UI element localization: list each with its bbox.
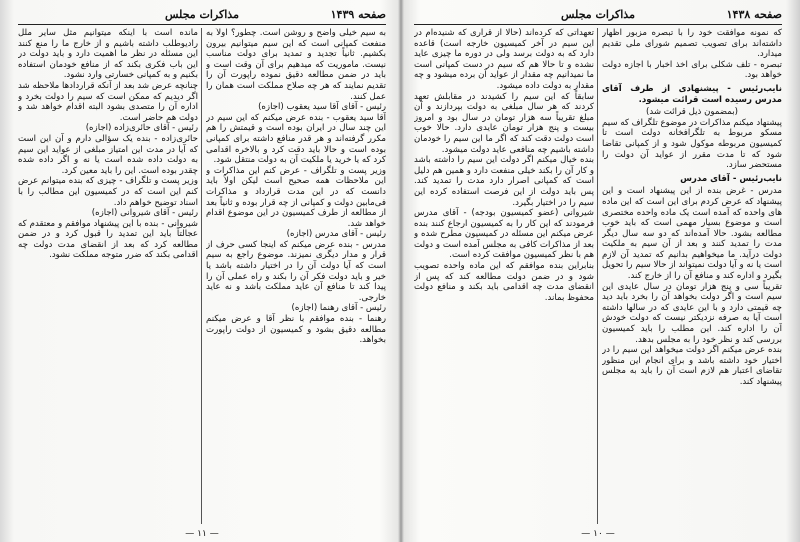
paragraph: رئیس - آقای آقا سید یعقوب (اجازه): [258, 102, 386, 113]
paragraph: تعهداتی که کرده‌اند (حالا از قراری که شنیده‌ام در این سیم در آخر کمیسیون خارجه است) قاعده دارد که به دولت برسد ولی در دوره ما چیزی عاید نشده و تا حالا هم که سیم در دست کمپانی است ما نمیدانیم چه مقدار از عواید آن برده میشود و چه مقدار به دولت داده میشود.: [414, 28, 594, 91]
left-page-header: [18, 6, 386, 22]
right-page: [404, 0, 792, 542]
right-page-number: صفحه ۱۴۳۸: [726, 7, 782, 21]
left-page-column-1: [206, 28, 386, 524]
paragraph: تبصره - تلف شکلی برای اخذ اخبار با اجازه دولت خواهد بود.: [602, 59, 782, 81]
left-page-number: صفحه ۱۴۳۹: [330, 7, 386, 21]
paragraph: چنانچه عرض شد بعد از آنکه قراردادها ملاحظه شد اگر دیدیم که ممکن است که سیم را دولت بخرد و اداره آن را متصدی بشود البته اقدام خواهد شد و دولت هم حاضر است.: [18, 80, 198, 123]
right-page-footer: — ۱۰ —: [581, 529, 615, 539]
right-page-column-2: [414, 28, 594, 524]
paragraph: رئیس - آقای شیروانی (اجازه): [91, 208, 198, 219]
paragraph: رئیس - آقای مدرس (اجازه): [286, 229, 386, 240]
right-column-divider: [597, 28, 598, 524]
left-page: [8, 0, 396, 542]
left-page-footer: — ۱۱ —: [185, 529, 219, 539]
right-header-rule: [414, 24, 782, 25]
paragraph: که نمونه موافقت خود را با تبصره مزبور اظهار داشته‌اند برای تصویب تصمیم شورای ملی تقدیم میدارد.: [602, 28, 782, 60]
paragraph: مدرس - غرض بنده از این پیشنهاد است و این پیشنهاد که عرض کردم برای این است که این ماده های واحده که آمده است یک ماده واحده مختصری است و موضوع بسیار مهمی است که باید خوب مطالعه بشود. حالا آمده‌اند که دو سه سال دیگر مدت را تمدید کنند و بعد از آن سیم به ملکیت دولت درآید. ما میخواهیم بدانیم که تمدید آن لازم است یا نه و آیا دولت نمیتواند از حالا سیم را تحویل بگیرد و اداره کند و منافع آن را از خارج کند.: [602, 186, 782, 282]
paragraph: رئیس - آقای رهنما (اجازه): [291, 303, 386, 314]
right-page-title: مذاکرات مجلس: [561, 7, 635, 21]
paragraph: به سیم خیلی واضح و روشن است. چطور؟ اولاً به منفعت کمپانی است که این سیم میتوانیم بیرون بکشیم. ثانیاً تجدید و تمدید برای دولت مناسب نیست. ماموریت که میدهیم برای آن وقت است و باید در ضمن مطالعه دقیق نموده راپورت آن را تقدیم نمایند که هر چه صلاح مملکت است همان را عمل کنند.: [206, 28, 386, 102]
speaker-heading: نایب‌رئیس - پیشنهادی از طرف آقای مدرس رسیده است قرائت میشود.: [602, 83, 782, 105]
left-column-divider: [201, 28, 202, 524]
left-page-column-2: [18, 28, 198, 524]
paragraph: (بمضمون ذیل قرائت شد): [646, 107, 738, 118]
paragraph: آقا سید یعقوب - بنده عرض میکنم که این سیم در این چند سال در ایران بوده است و قیمتش را هم مکرر گرفته‌اند و هر قدر منافع داشته برای کمپانی بوده است و حالا باید دقت کرد و بالاخره اقدامی کرد که یا خرید یا ملکیت آن به دولت منتقل شود.: [206, 112, 386, 166]
left-columns: [18, 28, 386, 524]
paragraph: مدرس - بنده عرض میکنم که اینجا کسی حرف از قرار و مدار دیگری نمیزند. موضوع راجع به سیم است که آیا دولت آن را در اختیار داشته باشد یا خیر و باید دولت فکر آن را بکند و راه عملی آن را پیدا کند تا منافع آن عاید مملکت باشد و نه عاید خارجی.: [206, 239, 386, 303]
paragraph: شیروانی - بنده با این پیشنهاد موافقم و معتقدم که عجالتاً باید این تمدید را قبول کرد و در ضمن مطالعه کرد که بعد از انقضای مدت دولت چه اقدامی بکند که ضرر متوجه مملکت نشود.: [18, 218, 198, 261]
left-page-title: مذاکرات مجلس: [165, 7, 239, 21]
paragraph: وزیر پست و تلگراف - عرض کنم این مذاکرات و این ملاحظات همه صحیح است لیکن اولاً باید دانست که در این مدت قرارداد و مذاکرات فی‌مابین دولت و کمپانی از چه قرار بوده و ثانیاً بعد از مطالعه از طرف کمیسیون در این موضوع اقدام خواهد شد.: [206, 165, 386, 229]
paragraph: بنده عرض میکنم اگر دولت میخواهد این سیم را در اختیار خود داشته باشد و برای انجام این منظور تقاضای اعتبار هم لازم است آن را باید به مجلس پیشنهاد کند.: [602, 345, 782, 387]
paragraph: رهنما - بنده موافقم با نظر آقا و عرض میکنم مطالعه دقیق بشود و کمیسیون از دولت راپورت بخواهد.: [206, 314, 386, 346]
speaker-heading: نایب‌رئیس - آقای مدرس: [680, 173, 782, 184]
right-page-column-1: [602, 28, 782, 524]
paragraph: شیروانی (عضو کمیسیون بودجه) - آقای مدرس فرمودند که این کار را به کمیسیون ارجاع کنند بنده عرض میکنم این مسئله در کمیسیون مطرح شده و بعد از مذاکرات کافی به مجلس آمده است و دولت هم با نظر کمیسیون موافقت کرده است.: [414, 208, 594, 261]
paragraph: بنده خیال میکنم اگر دولت این سیم را داشته باشد و کار آن را بکند خیلی منفعت دارد و همین هم دلیل است که کمپانی اصرار دارد مدت را تمدید کند. پس باید دولت از این فرصت استفاده کرده این سیم را در اختیار بگیرد.: [414, 155, 594, 208]
right-page-header: [414, 6, 782, 22]
paragraph: بنابراین بنده موافقم که این ماده واحده تصویب شود و در ضمن دولت مطالعه کند که پس از انقضای مدت چه اقدامی باید بکند و منافع دولت محفوظ بماند.: [414, 261, 594, 303]
paragraph: وزیر پست و تلگراف - چیزی که بنده میتوانم عرض کنم این است که در کمیسیون این مطالب را با اسناد توضیح خواهم داد.: [18, 176, 198, 208]
paragraph: پیشنهاد میکنم مذاکرات در موضوع تلگراف که سیم مسکو مربوط به تلگرافخانه دولت است تا کمیسیون مربوطه موکول شود و از کمپانی تقاضا شود که تا مدت مقرر از عواید آن دولت را مستحضر سازد.: [602, 117, 782, 171]
paragraph: سابقاً که این سیم را کشیدند در مقابلش تعهد کردند که هر سال مبلغی به دولت بپردازند و آن مبلغ تقریباً سه هزار تومان در سال بود و امروز بیست و پنج هزار تومان عایدی دارد. حالا خوب است دولت دقت کند که اگر ما این سیم را خودمان داشته باشیم چه منافعی عاید دولت میشود.: [414, 91, 594, 155]
left-header-rule: [18, 24, 386, 25]
paragraph: مانده است با اینکه میتوانیم مثل سایر ملل رادیوطلب داشته باشیم و از خارج ما را منع کنند این مسئله در نظر ما اهمیت دارد و باید دولت در این باب فکری بکند که از منافع خودمان استفاده بکنیم و به کمپانی خسارتی وارد نشود.: [18, 28, 198, 81]
paragraph: رئیس - آقای حائری‌زاده (اجازه): [85, 123, 198, 134]
right-columns: [414, 28, 782, 524]
paragraph: حائری‌زاده - بنده یک سؤالی دارم و آن این است که آیا در مدت این امتیاز مبلغی از عواید این سیم به دولت داده شده است یا نه و اگر داده شده چقدر بوده است. این را باید معین کرد.: [18, 133, 198, 176]
paragraph: تقریباً سی و پنج هزار تومان در سال عایدی این سیم است و اگر دولت بخواهد آن را بخرد باید دید چه قیمتی دارد و با این عایدی که در سالها داشته است آیا به صرفه نزدیکتر نیست که دولت خودش آن را اداره کند. این مطلب را باید کمیسیون بررسی کند و نظر خود را به مجلس بدهد.: [602, 281, 782, 345]
